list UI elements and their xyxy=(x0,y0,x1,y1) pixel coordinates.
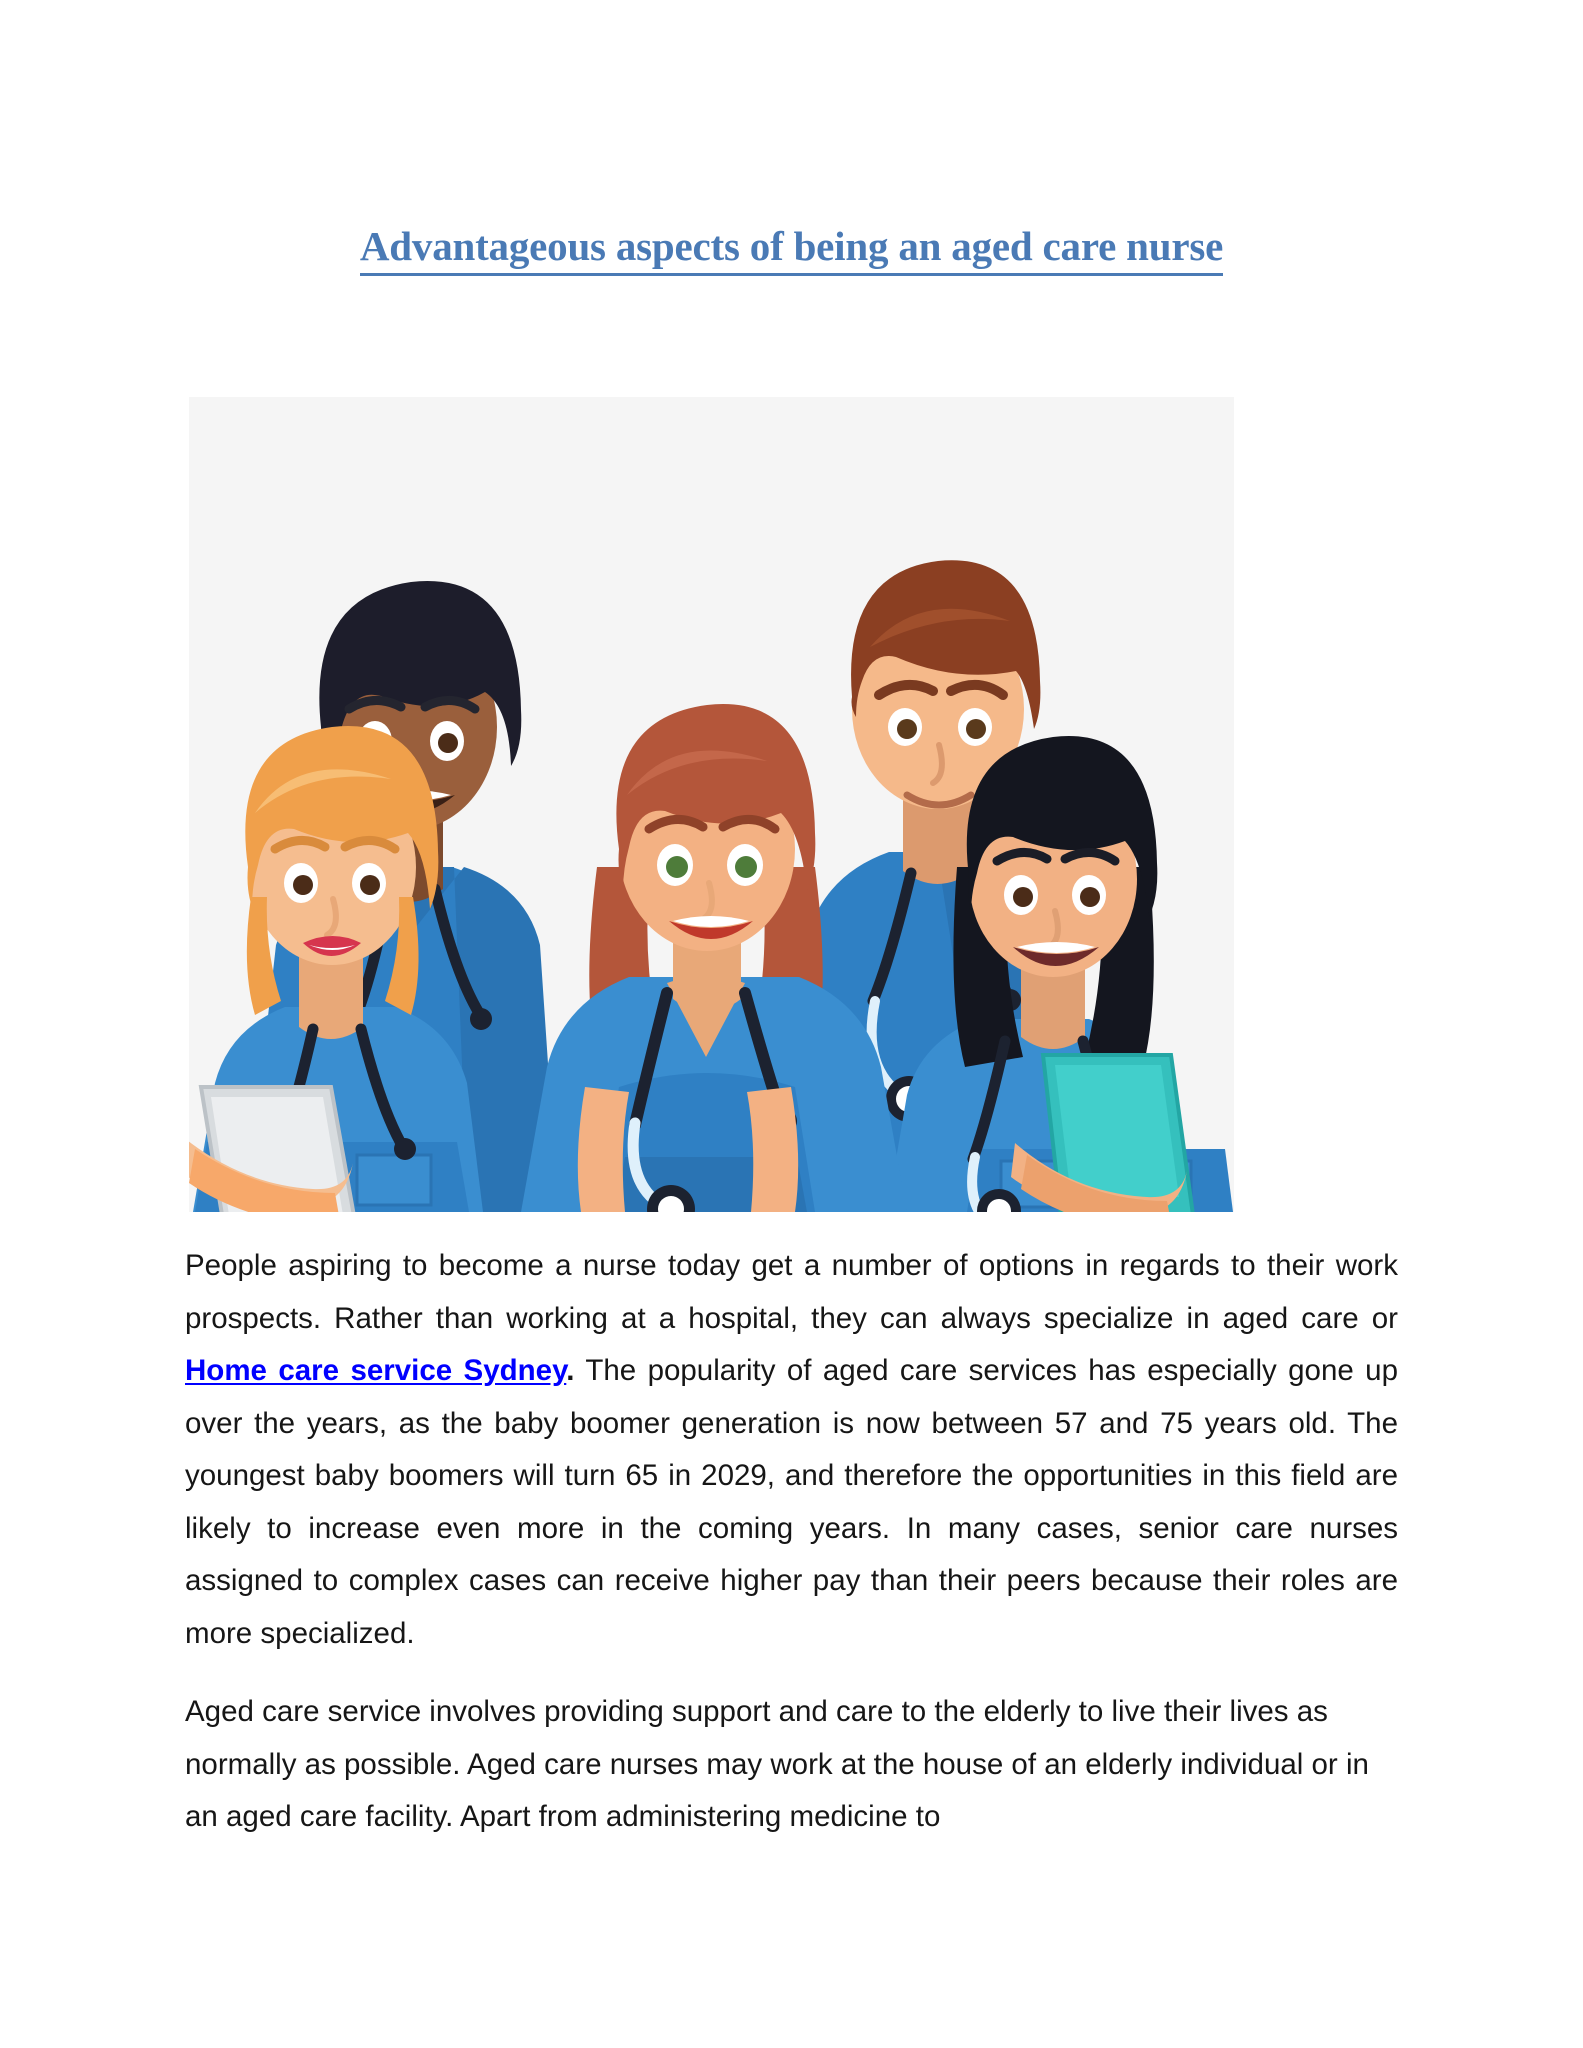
page-title-text: Advantageous aspects of being an aged care nurse xyxy=(360,223,1223,275)
article-body xyxy=(185,1240,1398,1844)
nurses-illustration xyxy=(189,397,1234,1212)
paragraph-1-link-punct: . xyxy=(566,1354,575,1387)
paragraph-1-after-link: The popularity of aged care services has especially gone up over the years, as the baby boomer generation is now between 57 and 75 years old. The youngest baby boomers will turn 65 in 2029, and therefore the opportunities in this field are likely to increase even more in the coming years. In many cases, senior care nurses assigned to complex cases can receive higher pay than their peers because their roles are more specialized. xyxy=(185,1354,1398,1650)
paragraph-1-before-link: People aspiring to become a nurse today get a number of options in regards to their work prospects. Rather than working at a hospital, they can always specialize in aged care or xyxy=(185,1249,1398,1335)
paragraph-1 xyxy=(185,1240,1398,1660)
page-title xyxy=(0,223,1583,275)
nurses-illustration-svg xyxy=(189,397,1234,1212)
paragraph-2: Aged care service involves providing support and care to the elderly to live their lives as normally as possible. Aged care nurses may work at the house of an elderly individual or in an aged care facility. Apart from administering medicine to xyxy=(185,1695,1369,1833)
home-care-service-sydney-link[interactable]: Home care service Sydney xyxy=(185,1354,567,1387)
